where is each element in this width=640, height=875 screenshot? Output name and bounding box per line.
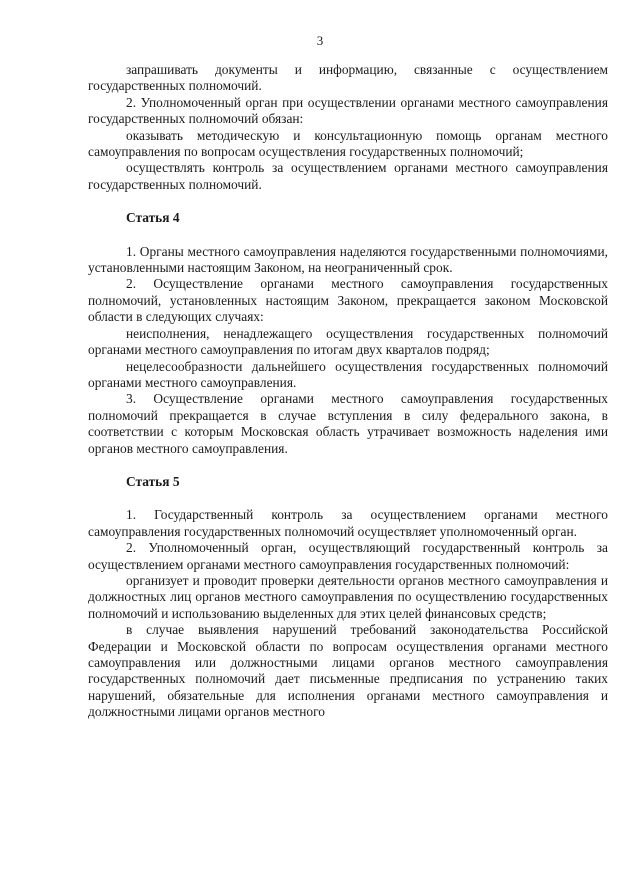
paragraph: организует и проводит проверки деятельности органов местного самоуправления и должностных лиц органов местного самоуправления по осуществлению государственных полномочий и использованию выделенных для этих целей финансовых средств; bbox=[88, 572, 608, 621]
paragraph: 2. Осуществление органами местного самоуправления государственных полномочий, установленных настоящим Законом, прекращается законом Московской области в следующих случаях: bbox=[88, 276, 608, 325]
article-heading: Статья 5 bbox=[126, 473, 180, 489]
page-number: 3 bbox=[316, 33, 324, 48]
paragraph: 3. Осуществление органами местного самоуправления государственных полномочий прекращается в случае вступления в силу федерального закона, в соответствии с которым Московская область утрачивает возможность наделения ими органов местного самоуправления. bbox=[88, 391, 608, 456]
paragraph: 2. Уполномоченный орган, осуществляющий государственный контроль за осуществлением органами местного самоуправления государственных полномочий: bbox=[88, 540, 608, 572]
paragraph: оказывать методическую и консультационную помощь органам местного самоуправления по вопросам осуществления государственных полномочий; bbox=[88, 127, 608, 160]
paragraph: неисполнения, ненадлежащего осуществления государственных полномочий органами местного самоуправления по итогам двух кварталов подряд; bbox=[88, 325, 608, 358]
paragraph: запрашивать документы и информацию, связанные с осуществлением государственных полномочий. bbox=[88, 62, 608, 94]
article-heading: Статья 4 bbox=[126, 210, 180, 226]
paragraph: нецелесообразности дальнейшего осуществления государственных полномочий органами местного самоуправления. bbox=[88, 358, 608, 390]
paragraph: осуществлять контроль за осуществлением органами местного самоуправления государственных полномочий. bbox=[88, 160, 608, 192]
paragraph: 2. Уполномоченный орган при осуществлении органами местного самоуправления государственных полномочий обязан: bbox=[88, 94, 608, 127]
paragraph: в случае выявления нарушений требований законодательства Российской Федерации и Московской области по вопросам осуществления органами местного самоуправления или должностными лицами органов местного самоуправления государственных полномочий дает письменные предписания по устранению таких нарушений, обязательные для исполнения органами местного самоуправления и должностными лицами органов местного bbox=[88, 622, 608, 720]
paragraph: 1. Государственный контроль за осуществлением органами местного самоуправления государственных полномочий осуществляет уполномоченный орган. bbox=[88, 507, 608, 539]
paragraph: 1. Органы местного самоуправления наделяются государственными полномочиями, установленными настоящим Законом, на неограниченный срок. bbox=[88, 243, 608, 276]
document-body bbox=[88, 62, 608, 721]
